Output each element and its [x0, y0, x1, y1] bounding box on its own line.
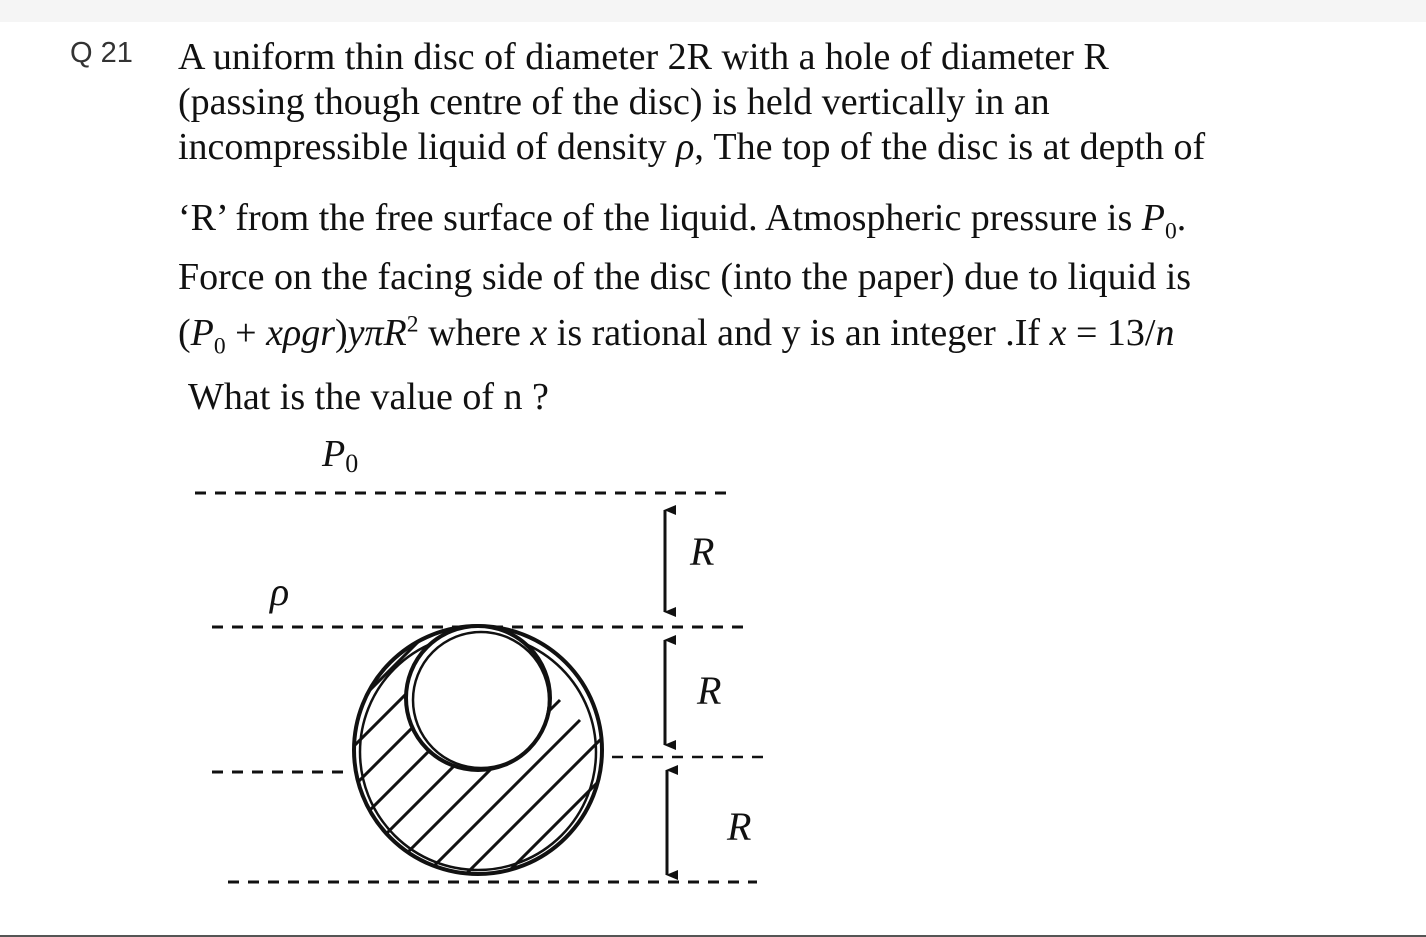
- where-text: where: [418, 312, 531, 354]
- r-squared-exponent: 2: [406, 311, 419, 338]
- question-line-1: A uniform thin disc of diameter 2R with a hole of diameter R: [178, 36, 1109, 78]
- x-variable-2: x: [1049, 312, 1067, 354]
- paren-close: ): [335, 312, 348, 354]
- p0-subscript: 0: [1165, 218, 1177, 245]
- p0-label: P0: [322, 433, 359, 478]
- r-label-bottom: R: [727, 804, 752, 849]
- question-line-2: (passing though centre of the disc) is held vertically in an: [178, 81, 1050, 123]
- line3-text-a: incompressible liquid of density: [178, 126, 677, 168]
- r-label-top: R: [690, 529, 715, 574]
- r-label-middle: R: [697, 668, 722, 713]
- line4-text-a: ‘R’ from the free surface of the liquid. Atmospheric pressure is: [178, 197, 1142, 239]
- line4-text-b: .: [1176, 197, 1187, 239]
- paren-open: (: [178, 312, 191, 354]
- p0-symbol-formula: P: [190, 312, 214, 354]
- p0-symbol: P: [1141, 197, 1165, 239]
- question-line-7: What is the value of n ?: [188, 376, 549, 418]
- rational-text: is rational and y is an integer .If: [547, 312, 1050, 354]
- rho-symbol: ρ: [676, 126, 695, 168]
- plus-sign: +: [225, 312, 267, 354]
- question-line-5: Force on the facing side of the disc (into the paper) due to liquid is: [178, 256, 1192, 298]
- y-pi-r: yπR: [347, 312, 407, 354]
- equals-13-over: = 13/: [1066, 312, 1156, 354]
- line3-text-b: , The top of the disc is at depth of: [694, 126, 1206, 168]
- x-rho-g-r: xρgr: [266, 312, 335, 354]
- n-variable: n: [1155, 312, 1175, 354]
- question-number: Q 21: [70, 37, 133, 69]
- x-variable: x: [530, 312, 548, 354]
- p0-subscript-formula: 0: [213, 333, 226, 360]
- rho-label: ρ: [270, 569, 290, 614]
